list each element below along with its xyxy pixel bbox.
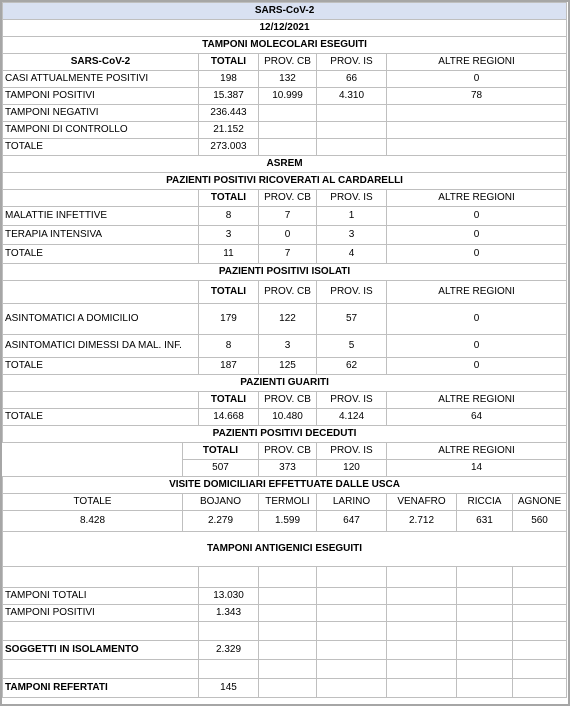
header-cell: AGNONE xyxy=(513,494,567,511)
row-label: CASI ATTUALMENTE POSITIVI xyxy=(3,71,199,88)
cell-value: 2.712 xyxy=(387,511,457,532)
header-cell: TOTALI xyxy=(199,281,259,304)
cell-value: 0 xyxy=(387,358,567,375)
empty-cell xyxy=(259,641,317,660)
table-row xyxy=(3,588,567,605)
cell-value xyxy=(387,105,567,122)
header-cell: ALTRE REGIONI xyxy=(387,281,567,304)
cell-value: 120 xyxy=(317,460,387,477)
cell-value xyxy=(259,122,317,139)
report-title: SARS-CoV-2 xyxy=(3,3,567,20)
empty-cell xyxy=(387,641,457,660)
empty-cell xyxy=(513,622,567,641)
row-label: TAMPONI POSITIVI xyxy=(3,88,199,105)
table-row xyxy=(3,409,567,426)
section-heading-isolati: PAZIENTI POSITIVI ISOLATI xyxy=(3,264,567,281)
empty-cell xyxy=(513,660,567,679)
empty-cell xyxy=(387,588,457,605)
cell-value: 187 xyxy=(199,358,259,375)
cell-value: 0 xyxy=(387,335,567,358)
cell-value: 5 xyxy=(317,335,387,358)
cell-value: 560 xyxy=(513,511,567,532)
cell-value: 4.124 xyxy=(317,409,387,426)
table-row xyxy=(3,460,567,477)
empty-cell xyxy=(387,622,457,641)
header-cell: ALTRE REGIONI xyxy=(387,392,567,409)
empty-cell xyxy=(317,622,387,641)
table-row xyxy=(3,226,567,245)
empty-cell xyxy=(259,660,317,679)
empty-cell xyxy=(457,605,513,622)
cell-value: 15.387 xyxy=(199,88,259,105)
cell-value: 3 xyxy=(317,226,387,245)
cell-value: 3 xyxy=(199,226,259,245)
cell-value: 198 xyxy=(199,71,259,88)
cell-value: 179 xyxy=(199,304,259,335)
empty-cell xyxy=(259,622,317,641)
table-header-row xyxy=(3,443,567,460)
header-cell xyxy=(3,281,199,304)
empty-cell xyxy=(457,567,513,588)
empty-cell xyxy=(387,660,457,679)
header-cell: TOTALE xyxy=(3,494,183,511)
cell-value: 647 xyxy=(317,511,387,532)
header-cell: RICCIA xyxy=(457,494,513,511)
cell-value: 10.999 xyxy=(259,88,317,105)
cell-value: 4 xyxy=(317,245,387,264)
cell-value: 373 xyxy=(259,460,317,477)
empty-cell xyxy=(513,588,567,605)
header-cell: TOTALI xyxy=(183,443,259,460)
table-row xyxy=(3,335,567,358)
empty-cell xyxy=(317,641,387,660)
cell-value: 13.030 xyxy=(199,588,259,605)
row-label: ASINTOMATICI A DOMICILIO xyxy=(3,304,199,335)
empty-cell xyxy=(317,588,387,605)
cell-value: 62 xyxy=(317,358,387,375)
cell-value: 10.480 xyxy=(259,409,317,426)
row-label: TAMPONI POSITIVI xyxy=(3,605,199,622)
empty-cell xyxy=(3,660,199,679)
empty-cell xyxy=(317,567,387,588)
cell-value: 0 xyxy=(387,207,567,226)
empty-cell xyxy=(3,567,199,588)
table-header-row xyxy=(3,281,567,304)
spacer-cell xyxy=(3,460,183,477)
header-cell: PROV. IS xyxy=(317,281,387,304)
empty-cell xyxy=(513,679,567,698)
header-cell: TOTALI xyxy=(199,392,259,409)
row-label: TOTALE xyxy=(3,245,199,264)
cell-value: 78 xyxy=(387,88,567,105)
table-header-row xyxy=(3,54,567,71)
empty-cell xyxy=(457,660,513,679)
cell-value: 631 xyxy=(457,511,513,532)
cell-value: 2.329 xyxy=(199,641,259,660)
row-label: TERAPIA INTENSIVA xyxy=(3,226,199,245)
empty-cell xyxy=(513,567,567,588)
section-heading-guariti: PAZIENTI GUARITI xyxy=(3,375,567,392)
cell-value: 2.279 xyxy=(183,511,259,532)
empty-cell xyxy=(3,622,199,641)
empty-cell xyxy=(259,605,317,622)
table-row xyxy=(3,511,567,532)
row-label: TOTALE xyxy=(3,139,199,156)
empty-cell xyxy=(387,605,457,622)
table-header-row xyxy=(3,494,567,511)
table-row xyxy=(3,122,567,139)
table-row xyxy=(3,605,567,622)
cell-value: 8 xyxy=(199,207,259,226)
cell-value: 4.310 xyxy=(317,88,387,105)
cell-value: 507 xyxy=(183,460,259,477)
cell-value: 11 xyxy=(199,245,259,264)
cell-value: 0 xyxy=(387,304,567,335)
cell-value: 3 xyxy=(259,335,317,358)
cell-value: 64 xyxy=(387,409,567,426)
header-cell: PROV. CB xyxy=(259,281,317,304)
row-label: TOTALE xyxy=(3,358,199,375)
cell-value: 0 xyxy=(387,71,567,88)
section-heading-ricoverati: PAZIENTI POSITIVI RICOVERATI AL CARDARELLI xyxy=(3,173,567,190)
row-label: ASINTOMATICI DIMESSI DA MAL. INF. xyxy=(3,335,199,358)
report-date: 12/12/2021 xyxy=(3,20,567,37)
row-label: TAMPONI NEGATIVI xyxy=(3,105,199,122)
header-cell: TERMOLI xyxy=(259,494,317,511)
empty-cell xyxy=(317,605,387,622)
header-cell: PROV. IS xyxy=(317,54,387,71)
empty-cell xyxy=(457,641,513,660)
header-cell: BOJANO xyxy=(183,494,259,511)
cell-value: 125 xyxy=(259,358,317,375)
header-cell: LARINO xyxy=(317,494,387,511)
cell-value: 7 xyxy=(259,207,317,226)
header-cell: PROV. CB xyxy=(259,54,317,71)
cell-value: 21.152 xyxy=(199,122,259,139)
spacer-row xyxy=(3,660,567,679)
cell-value: 122 xyxy=(259,304,317,335)
header-cell: SARS-CoV-2 xyxy=(3,54,199,71)
cell-value: 236.443 xyxy=(199,105,259,122)
cell-value xyxy=(387,122,567,139)
section-heading-antigenici: TAMPONI ANTIGENICI ESEGUITI xyxy=(3,532,567,567)
header-cell xyxy=(3,392,199,409)
cell-value: 132 xyxy=(259,71,317,88)
table-row xyxy=(3,358,567,375)
header-cell: TOTALI xyxy=(199,190,259,207)
row-label: TAMPONI DI CONTROLLO xyxy=(3,122,199,139)
cell-value: 8 xyxy=(199,335,259,358)
cell-value: 1 xyxy=(317,207,387,226)
table-row xyxy=(3,71,567,88)
empty-cell xyxy=(259,588,317,605)
table-header-row xyxy=(3,392,567,409)
section-heading-usca: VISITE DOMICILIARI EFFETTUATE DALLE USCA xyxy=(3,477,567,494)
header-cell: TOTALI xyxy=(199,54,259,71)
cell-value: 1.599 xyxy=(259,511,317,532)
table-header-row xyxy=(3,190,567,207)
section-heading-deceduti: PAZIENTI POSITIVI DECEDUTI xyxy=(3,426,567,443)
row-label: TAMPONI TOTALI xyxy=(3,588,199,605)
table-row xyxy=(3,245,567,264)
empty-cell xyxy=(513,641,567,660)
table-row xyxy=(3,88,567,105)
row-label: MALATTIE INFETTIVE xyxy=(3,207,199,226)
cell-value xyxy=(387,139,567,156)
empty-cell xyxy=(457,679,513,698)
empty-cell xyxy=(317,679,387,698)
header-cell xyxy=(3,190,199,207)
cell-value: 145 xyxy=(199,679,259,698)
header-cell: PROV. CB xyxy=(259,190,317,207)
empty-cell xyxy=(199,622,259,641)
header-cell: ALTRE REGIONI xyxy=(387,190,567,207)
cell-value xyxy=(259,139,317,156)
table-row xyxy=(3,207,567,226)
cell-value: 57 xyxy=(317,304,387,335)
cell-value: 1.343 xyxy=(199,605,259,622)
table-row xyxy=(3,139,567,156)
empty-cell xyxy=(199,567,259,588)
empty-cell xyxy=(513,605,567,622)
table-row xyxy=(3,304,567,335)
header-cell: PROV. IS xyxy=(317,443,387,460)
header-cell: PROV. CB xyxy=(259,392,317,409)
cell-value xyxy=(317,122,387,139)
cell-value: 0 xyxy=(387,226,567,245)
empty-cell xyxy=(387,679,457,698)
header-cell: PROV. IS xyxy=(317,190,387,207)
cell-value: 14.668 xyxy=(199,409,259,426)
table-row xyxy=(3,105,567,122)
empty-cell xyxy=(387,567,457,588)
section-heading-molecolari: TAMPONI MOLECOLARI ESEGUITI xyxy=(3,37,567,54)
cell-value: 66 xyxy=(317,71,387,88)
cell-value xyxy=(317,105,387,122)
row-label: TOTALE xyxy=(3,409,199,426)
cell-value: 0 xyxy=(259,226,317,245)
empty-cell xyxy=(457,588,513,605)
spacer-row xyxy=(3,622,567,641)
empty-cell xyxy=(317,660,387,679)
row-label: SOGGETTI IN ISOLAMENTO xyxy=(3,641,199,660)
cell-value: 7 xyxy=(259,245,317,264)
empty-cell xyxy=(457,622,513,641)
empty-cell xyxy=(199,660,259,679)
table-row xyxy=(3,641,567,660)
header-cell: ALTRE REGIONI xyxy=(387,54,567,71)
header-cell: PROV. IS xyxy=(317,392,387,409)
spacer-row xyxy=(3,567,567,588)
spacer-cell xyxy=(3,443,183,460)
section-heading-asrem: ASREM xyxy=(3,156,567,173)
cell-value xyxy=(259,105,317,122)
row-label: TAMPONI REFERTATI xyxy=(3,679,199,698)
header-cell: PROV. CB xyxy=(259,443,317,460)
cell-value: 8.428 xyxy=(3,511,183,532)
covid-report-table xyxy=(2,2,567,698)
cell-value: 273.003 xyxy=(199,139,259,156)
empty-cell xyxy=(259,679,317,698)
cell-value: 0 xyxy=(387,245,567,264)
table-row xyxy=(3,679,567,698)
cell-value: 14 xyxy=(387,460,567,477)
empty-cell xyxy=(259,567,317,588)
cell-value xyxy=(317,139,387,156)
header-cell: VENAFRO xyxy=(387,494,457,511)
header-cell: ALTRE REGIONI xyxy=(387,443,567,460)
